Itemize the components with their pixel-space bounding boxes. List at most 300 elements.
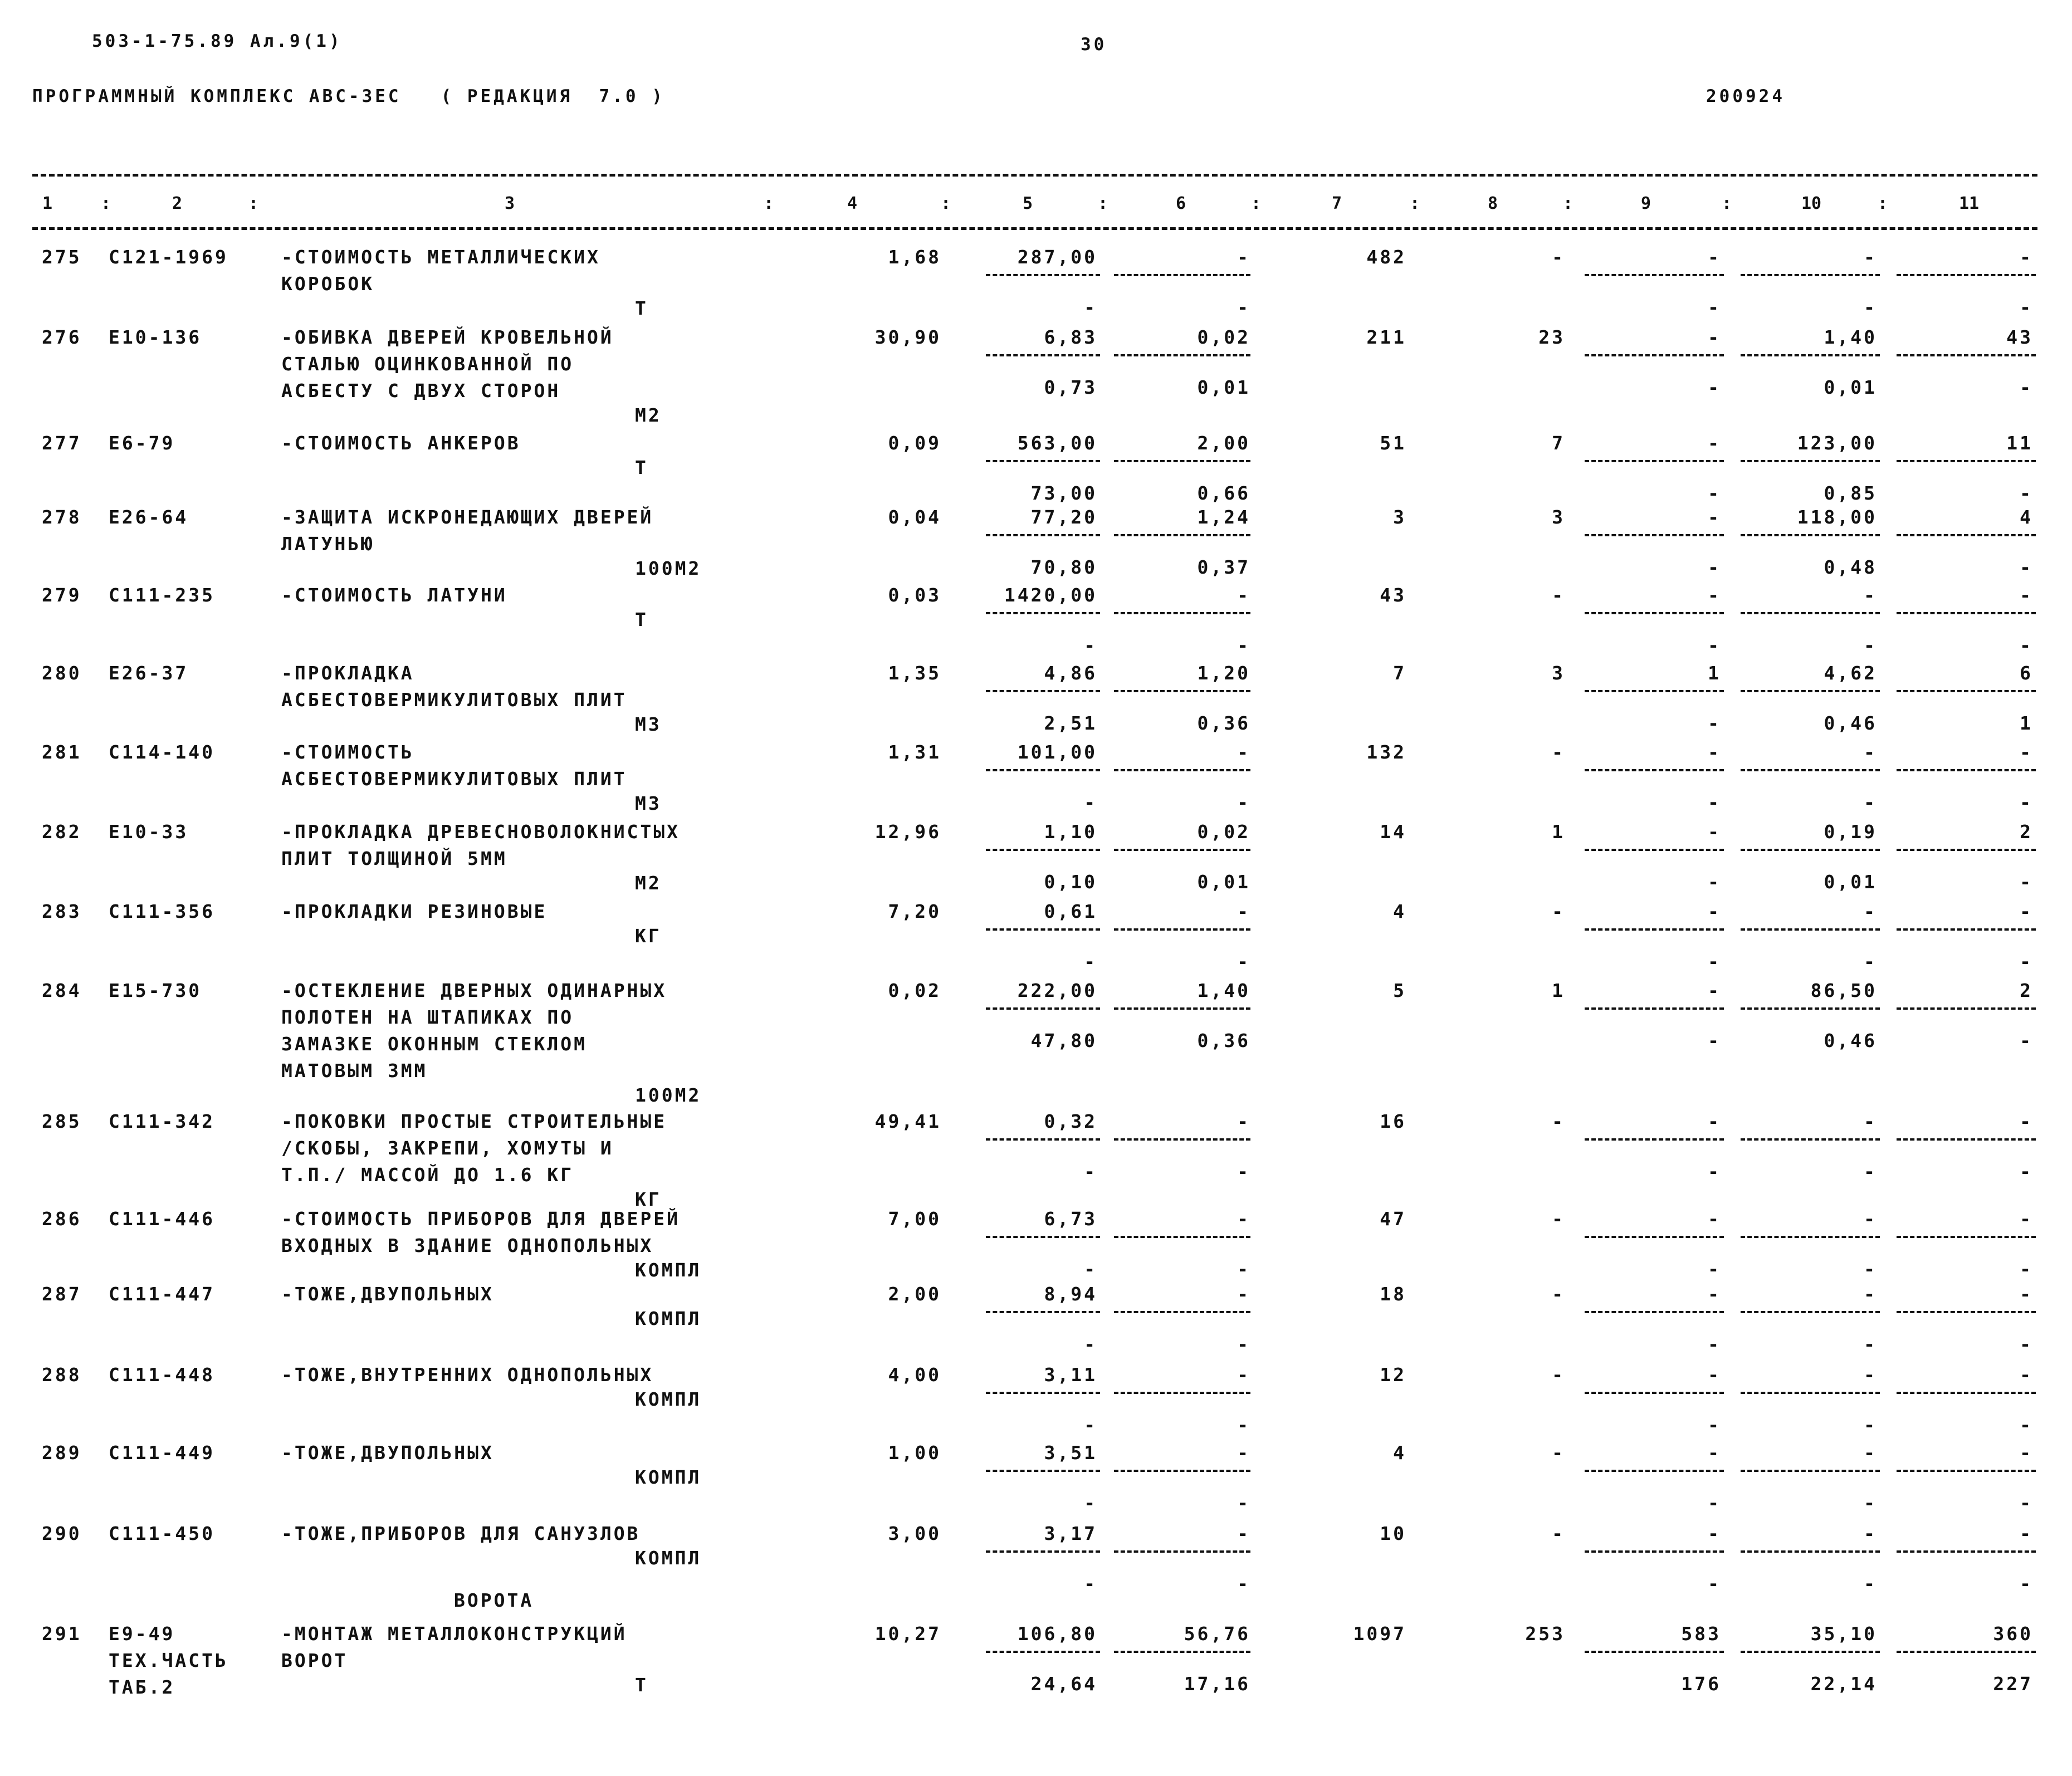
row-code: Е26-64 [109, 506, 189, 528]
col10-secondary-value: - [1864, 634, 1877, 656]
row-description: -СТОИМОСТЬ ЛАТУНИ [281, 584, 507, 606]
col6-value: - [1237, 1208, 1250, 1230]
col9-value: - [1708, 584, 1721, 606]
col10-value: - [1864, 584, 1877, 606]
col11-secondary-value: - [2020, 634, 2033, 656]
col11-secondary-value: - [2020, 1414, 2033, 1436]
cell-divider-dashes [1585, 534, 1724, 536]
col6-secondary-value: - [1237, 1161, 1250, 1182]
row-unit: Т [635, 609, 648, 630]
cell-divider-dashes [986, 769, 1100, 771]
col9-secondary-value: - [1708, 1333, 1721, 1355]
row-unit: Т [635, 1674, 648, 1696]
col6-value: - [1237, 1110, 1250, 1132]
col8-value: - [1552, 1283, 1565, 1305]
col11-value: 4 [2020, 506, 2033, 528]
row-description: -ПРОКЛАДКА [281, 662, 414, 684]
col9-secondary-value: - [1708, 791, 1721, 813]
col5-value: 101,00 [1017, 741, 1097, 763]
col10-secondary-value: 0,48 [1824, 556, 1877, 578]
cell-divider-dashes [1897, 1138, 2036, 1141]
col11-secondary-value: - [2020, 791, 2033, 813]
col11-secondary-value: - [2020, 1030, 2033, 1051]
row-number: 286 [42, 1208, 82, 1230]
row-description: -ЗАЩИТА ИСКРОНЕДАЮЩИХ ДВЕРЕЙ [281, 506, 654, 528]
cell-divider-dashes [1897, 612, 2036, 614]
col5-secondary-value: 2,51 [1044, 712, 1097, 734]
cell-divider-dashes [1897, 460, 2036, 462]
row-code: С111-235 [109, 584, 215, 606]
row-number: 277 [42, 432, 82, 454]
col11-value: - [2020, 1208, 2033, 1230]
col7-value: 4 [1393, 901, 1406, 922]
row-code: ТАБ.2 [109, 1676, 175, 1698]
row-unit: КОМПЛ [635, 1259, 702, 1281]
col6-secondary-value: - [1237, 1258, 1250, 1280]
col11-secondary-value: - [2020, 1333, 2033, 1355]
cell-divider-dashes [1741, 1007, 1880, 1010]
col5-secondary-value: 24,64 [1030, 1673, 1097, 1695]
col7-value: 51 [1380, 432, 1406, 454]
cell-divider-dashes [1585, 612, 1724, 614]
col6-value: 56,76 [1184, 1623, 1250, 1645]
cell-divider-dashes [1741, 1392, 1880, 1394]
col5-value: 3,17 [1044, 1523, 1097, 1544]
row-number: 280 [42, 662, 82, 684]
col9-value: - [1708, 821, 1721, 843]
column-number-3: 3 [504, 194, 515, 213]
col11-value: 360 [1993, 1623, 2033, 1645]
col5-value: 77,20 [1030, 506, 1097, 528]
row-quantity: 1,35 [888, 662, 941, 684]
column-separator: : [1097, 194, 1108, 213]
column-number-2: 2 [172, 194, 183, 213]
row-description: -ПРОКЛАДКИ РЕЗИНОВЫЕ [281, 901, 548, 922]
row-description: -ТОЖЕ,ДВУПОЛЬНЫХ [281, 1283, 494, 1305]
col6-secondary-value: 17,16 [1184, 1673, 1250, 1695]
row-unit: КГ [635, 925, 662, 947]
cell-divider-dashes [1114, 849, 1250, 851]
col6-value: - [1237, 901, 1250, 922]
col10-secondary-value: 0,85 [1824, 482, 1877, 504]
col8-value: - [1552, 246, 1565, 268]
col10-value: 35,10 [1810, 1623, 1877, 1645]
row-number: 279 [42, 584, 82, 606]
row-quantity: 0,04 [888, 506, 941, 528]
row-number: 283 [42, 901, 82, 922]
cell-divider-dashes [1741, 1550, 1880, 1553]
col11-secondary-value: 1 [2020, 712, 2033, 734]
col9-value: - [1708, 1442, 1721, 1464]
cell-divider-dashes [1741, 612, 1880, 614]
col10-secondary-value: - [1864, 1161, 1877, 1182]
row-description: АСБЕСТОВЕРМИКУЛИТОВЫХ ПЛИТ [281, 768, 627, 790]
column-number-10: 10 [1801, 194, 1822, 213]
cell-divider-dashes [1585, 274, 1724, 276]
row-code: ТЕХ.ЧАСТЬ [109, 1650, 228, 1671]
col6-secondary-value: 0,36 [1197, 1030, 1250, 1051]
cell-divider-dashes [1114, 769, 1250, 771]
col11-secondary-value: - [2020, 1161, 2033, 1182]
row-quantity: 10,27 [874, 1623, 941, 1645]
cell-divider-dashes [1897, 354, 2036, 356]
col7-value: 5 [1393, 980, 1406, 1001]
col10-secondary-value: - [1864, 296, 1877, 318]
col6-secondary-value: - [1237, 791, 1250, 813]
col6-value: - [1237, 741, 1250, 763]
row-number: 276 [42, 326, 82, 348]
col10-value: - [1864, 246, 1877, 268]
col10-secondary-value: - [1864, 1573, 1877, 1594]
cell-divider-dashes [1114, 534, 1250, 536]
col10-value: - [1864, 1283, 1877, 1305]
row-description: ПЛИТ ТОЛЩИНОЙ 5ММ [281, 848, 507, 869]
col11-secondary-value: - [2020, 1492, 2033, 1514]
cell-divider-dashes [1897, 1470, 2036, 1472]
row-number: 290 [42, 1523, 82, 1544]
col6-secondary-value: - [1237, 1333, 1250, 1355]
col10-value: 118,00 [1797, 506, 1877, 528]
col9-secondary-value: 176 [1681, 1673, 1721, 1695]
row-quantity: 30,90 [874, 326, 941, 348]
col6-value: 1,40 [1197, 980, 1250, 1001]
col5-secondary-value: 70,80 [1030, 556, 1097, 578]
col10-secondary-value: - [1864, 951, 1877, 972]
row-description: -ПРОКЛАДКА ДРЕВЕСНОВОЛОКНИСТЫХ [281, 821, 681, 843]
column-separator: : [1721, 194, 1732, 213]
col5-value: 4,86 [1044, 662, 1097, 684]
col11-value: - [2020, 1523, 2033, 1544]
col9-value: - [1708, 901, 1721, 922]
col5-secondary-value: - [1084, 791, 1097, 813]
cell-divider-dashes [1585, 849, 1724, 851]
cell-divider-dashes [1897, 1550, 2036, 1553]
col11-value: 2 [2020, 980, 2033, 1001]
cell-divider-dashes [1741, 534, 1880, 536]
row-description: -СТОИМОСТЬ [281, 741, 414, 763]
section-title: ВОРОТА [454, 1589, 534, 1611]
col10-value: 123,00 [1797, 432, 1877, 454]
row-code: С111-356 [109, 901, 215, 922]
report-code: 200924 [1706, 86, 1785, 106]
col7-value: 43 [1380, 584, 1406, 606]
column-number-5: 5 [1022, 194, 1033, 213]
row-code: Е10-33 [109, 821, 189, 843]
col9-value: 1 [1708, 662, 1721, 684]
row-code: С111-447 [109, 1283, 215, 1305]
doc-code: 503-1-75.89 Ал.9(1) [92, 31, 343, 51]
col11-value: - [2020, 246, 2033, 268]
row-unit: КОМПЛ [635, 1466, 702, 1488]
col7-value: 18 [1380, 1283, 1406, 1305]
cell-divider-dashes [986, 1550, 1100, 1553]
cell-divider-dashes [1897, 1311, 2036, 1313]
row-code: С111-449 [109, 1442, 215, 1464]
cell-divider-dashes [1114, 1236, 1250, 1238]
row-description: АСБЕСТУ С ДВУХ СТОРОН [281, 380, 561, 402]
col7-value: 7 [1393, 662, 1406, 684]
row-unit: М2 [635, 872, 662, 894]
col9-secondary-value: - [1708, 556, 1721, 578]
col6-secondary-value: 0,66 [1197, 482, 1250, 504]
col6-secondary-value: 0,01 [1197, 376, 1250, 398]
col5-secondary-value: - [1084, 1414, 1097, 1436]
row-number: 288 [42, 1364, 82, 1386]
col9-value: - [1708, 506, 1721, 528]
col8-value: - [1552, 901, 1565, 922]
col9-secondary-value: - [1708, 712, 1721, 734]
col9-value: - [1708, 432, 1721, 454]
col6-value: - [1237, 1283, 1250, 1305]
row-unit: КГ [635, 1188, 662, 1210]
col10-secondary-value: 0,46 [1824, 1030, 1877, 1051]
col8-value: 23 [1538, 326, 1565, 348]
col10-value: 4,62 [1824, 662, 1877, 684]
col8-value: 3 [1552, 662, 1565, 684]
col11-secondary-value: - [2020, 556, 2033, 578]
col9-value: - [1708, 1283, 1721, 1305]
cell-divider-dashes [1897, 849, 2036, 851]
page-number: 30 [1081, 35, 1107, 55]
col11-value: - [2020, 1364, 2033, 1386]
cell-divider-dashes [1585, 928, 1724, 931]
row-description: ЛАТУНЬЮ [281, 533, 375, 555]
cell-divider-dashes [1585, 460, 1724, 462]
col6-secondary-value: - [1237, 1492, 1250, 1514]
col5-value: 8,94 [1044, 1283, 1097, 1305]
col7-value: 132 [1366, 741, 1406, 763]
col11-value: 43 [2006, 326, 2033, 348]
program-title: ПРОГРАММНЫЙ КОМПЛЕКС АВС-ЗЕС ( РЕДАКЦИЯ 7.0 ) [32, 86, 665, 106]
cell-divider-dashes [1741, 690, 1880, 692]
row-code: С111-450 [109, 1523, 215, 1544]
cell-divider-dashes [1897, 1392, 2036, 1394]
row-description: -ОБИВКА ДВЕРЕЙ КРОВЕЛЬНОЙ [281, 326, 614, 348]
row-number: 291 [42, 1623, 82, 1645]
col9-secondary-value: - [1708, 1414, 1721, 1436]
cell-divider-dashes [1897, 928, 2036, 931]
col8-value: - [1552, 1442, 1565, 1464]
col10-secondary-value: 0,01 [1824, 871, 1877, 893]
row-unit: М3 [635, 792, 662, 814]
col5-value: 0,61 [1044, 901, 1097, 922]
row-code: С121-1969 [109, 246, 228, 268]
row-description: -ПОКОВКИ ПРОСТЫЕ СТРОИТЕЛЬНЫЕ [281, 1110, 667, 1132]
cell-divider-dashes [986, 534, 1100, 536]
row-quantity: 0,09 [888, 432, 941, 454]
col9-value: 583 [1681, 1623, 1721, 1645]
col6-secondary-value: - [1237, 1573, 1250, 1594]
col11-value: - [2020, 741, 2033, 763]
col10-secondary-value: 0,46 [1824, 712, 1877, 734]
row-quantity: 2,00 [888, 1283, 941, 1305]
row-code: С111-448 [109, 1364, 215, 1386]
row-unit: М2 [635, 404, 662, 426]
col8-value: 1 [1552, 821, 1565, 843]
col5-value: 3,51 [1044, 1442, 1097, 1464]
row-description: -СТОИМОСТЬ МЕТАЛЛИЧЕСКИХ [281, 246, 600, 268]
row-unit: КОМПЛ [635, 1308, 702, 1329]
cell-divider-dashes [986, 1007, 1100, 1010]
row-unit: 100М2 [635, 1084, 702, 1106]
col11-value: - [2020, 901, 2033, 922]
cell-divider-dashes [1741, 1138, 1880, 1141]
row-description: АСБЕСТОВЕРМИКУЛИТОВЫХ ПЛИТ [281, 689, 627, 711]
cell-divider-dashes [1897, 690, 2036, 692]
cell-divider-dashes [1897, 1651, 2036, 1653]
col11-value: 2 [2020, 821, 2033, 843]
row-unit: КОМПЛ [635, 1547, 702, 1569]
row-number: 275 [42, 246, 82, 268]
cell-divider-dashes [1585, 1138, 1724, 1141]
col11-secondary-value: - [2020, 1573, 2033, 1594]
row-quantity: 1,00 [888, 1442, 941, 1464]
row-code: С111-446 [109, 1208, 215, 1230]
col10-secondary-value: 22,14 [1810, 1673, 1877, 1695]
col6-secondary-value: 0,37 [1197, 556, 1250, 578]
row-quantity: 1,31 [888, 741, 941, 763]
row-quantity: 12,96 [874, 821, 941, 843]
col6-secondary-value: - [1237, 1414, 1250, 1436]
cell-divider-dashes [1585, 1236, 1724, 1238]
col9-value: - [1708, 326, 1721, 348]
col10-secondary-value: - [1864, 1333, 1877, 1355]
col6-secondary-value: - [1237, 296, 1250, 318]
cell-divider-dashes [1741, 849, 1880, 851]
cell-divider-dashes [1741, 1236, 1880, 1238]
cell-divider-dashes [1114, 274, 1250, 276]
cell-divider-dashes [1114, 612, 1250, 614]
col10-value: - [1864, 1110, 1877, 1132]
col9-value: - [1708, 1208, 1721, 1230]
col11-secondary-value: - [2020, 871, 2033, 893]
cell-divider-dashes [1114, 1311, 1250, 1313]
col6-value: - [1237, 246, 1250, 268]
col9-secondary-value: - [1708, 1573, 1721, 1594]
col11-value: - [2020, 1283, 2033, 1305]
cell-divider-dashes [1897, 1007, 2036, 1010]
row-unit: Т [635, 457, 648, 478]
col7-value: 12 [1380, 1364, 1406, 1386]
row-quantity: 0,02 [888, 980, 941, 1001]
cell-divider-dashes [986, 612, 1100, 614]
table-top-rule [32, 174, 2037, 177]
col6-secondary-value: - [1237, 951, 1250, 972]
row-description: СТАЛЬЮ ОЦИНКОВАННОЙ ПО [281, 353, 574, 375]
col5-secondary-value: 47,80 [1030, 1030, 1097, 1051]
col5-secondary-value: - [1084, 634, 1097, 656]
row-description: ПОЛОТЕН НА ШТАПИКАХ ПО [281, 1006, 574, 1028]
col10-value: 1,40 [1824, 326, 1877, 348]
column-separator: : [763, 194, 774, 213]
col5-secondary-value: 0,73 [1044, 376, 1097, 398]
col10-value: - [1864, 1523, 1877, 1544]
col8-value: - [1552, 584, 1565, 606]
col8-value: - [1552, 1110, 1565, 1132]
col6-value: 0,02 [1197, 326, 1250, 348]
row-description: -ТОЖЕ,ДВУПОЛЬНЫХ [281, 1442, 494, 1464]
cell-divider-dashes [986, 354, 1100, 356]
col5-secondary-value: - [1084, 1333, 1097, 1355]
row-code: Е15-730 [109, 980, 202, 1001]
cell-divider-dashes [1114, 354, 1250, 356]
row-number: 289 [42, 1442, 82, 1464]
column-number-4: 4 [847, 194, 858, 213]
cell-divider-dashes [986, 1138, 1100, 1141]
cell-divider-dashes [1897, 534, 2036, 536]
col6-value: 0,02 [1197, 821, 1250, 843]
cell-divider-dashes [1897, 274, 2036, 276]
col6-value: - [1237, 1523, 1250, 1544]
column-separator: : [1250, 194, 1262, 213]
cell-divider-dashes [1585, 1007, 1724, 1010]
cell-divider-dashes [986, 690, 1100, 692]
col8-value: 7 [1552, 432, 1565, 454]
col7-value: 211 [1366, 326, 1406, 348]
row-description: /СКОБЫ, ЗАКРЕПИ, ХОМУТЫ И [281, 1137, 614, 1159]
col6-value: 2,00 [1197, 432, 1250, 454]
cell-divider-dashes [1741, 460, 1880, 462]
cell-divider-dashes [1585, 354, 1724, 356]
cell-divider-dashes [986, 460, 1100, 462]
cell-divider-dashes [1741, 274, 1880, 276]
cell-divider-dashes [1741, 769, 1880, 771]
row-description: ЗАМАЗКЕ ОКОННЫМ СТЕКЛОМ [281, 1033, 587, 1055]
row-description: -СТОИМОСТЬ ПРИБОРОВ ДЛЯ ДВЕРЕЙ [281, 1208, 681, 1230]
col7-value: 482 [1366, 246, 1406, 268]
row-description: -СТОИМОСТЬ АНКЕРОВ [281, 432, 521, 454]
table-header-rule [32, 227, 2037, 230]
cell-divider-dashes [1114, 460, 1250, 462]
row-number: 282 [42, 821, 82, 843]
col6-secondary-value: 0,01 [1197, 871, 1250, 893]
col7-value: 1097 [1353, 1623, 1406, 1645]
col6-secondary-value: - [1237, 634, 1250, 656]
column-number-8: 8 [1487, 194, 1498, 213]
col5-value: 1420,00 [1004, 584, 1097, 606]
cell-divider-dashes [1585, 1470, 1724, 1472]
cell-divider-dashes [1741, 928, 1880, 931]
cell-divider-dashes [986, 1236, 1100, 1238]
cell-divider-dashes [1585, 1311, 1724, 1313]
col9-value: - [1708, 741, 1721, 763]
row-quantity: 49,41 [874, 1110, 941, 1132]
cell-divider-dashes [1585, 1392, 1724, 1394]
row-description: -ТОЖЕ,ПРИБОРОВ ДЛЯ САНУЗЛОВ [281, 1523, 641, 1544]
col8-value: - [1552, 1523, 1565, 1544]
col11-value: - [2020, 1110, 2033, 1132]
col11-secondary-value: - [2020, 1258, 2033, 1280]
cell-divider-dashes [1114, 1651, 1250, 1653]
cell-divider-dashes [1897, 1236, 2036, 1238]
row-code: Е26-37 [109, 662, 189, 684]
col9-value: - [1708, 1364, 1721, 1386]
col6-secondary-value: 0,36 [1197, 712, 1250, 734]
cell-divider-dashes [1585, 1651, 1724, 1653]
col5-secondary-value: - [1084, 1161, 1097, 1182]
cell-divider-dashes [1741, 354, 1880, 356]
col9-secondary-value: - [1708, 1492, 1721, 1514]
col7-value: 3 [1393, 506, 1406, 528]
col8-value: - [1552, 1208, 1565, 1230]
col8-value: 253 [1525, 1623, 1565, 1645]
col11-value: - [2020, 584, 2033, 606]
column-separator: : [1877, 194, 1888, 213]
col5-value: 563,00 [1017, 432, 1097, 454]
cell-divider-dashes [1585, 1550, 1724, 1553]
row-quantity: 3,00 [888, 1523, 941, 1544]
col11-secondary-value: - [2020, 951, 2033, 972]
